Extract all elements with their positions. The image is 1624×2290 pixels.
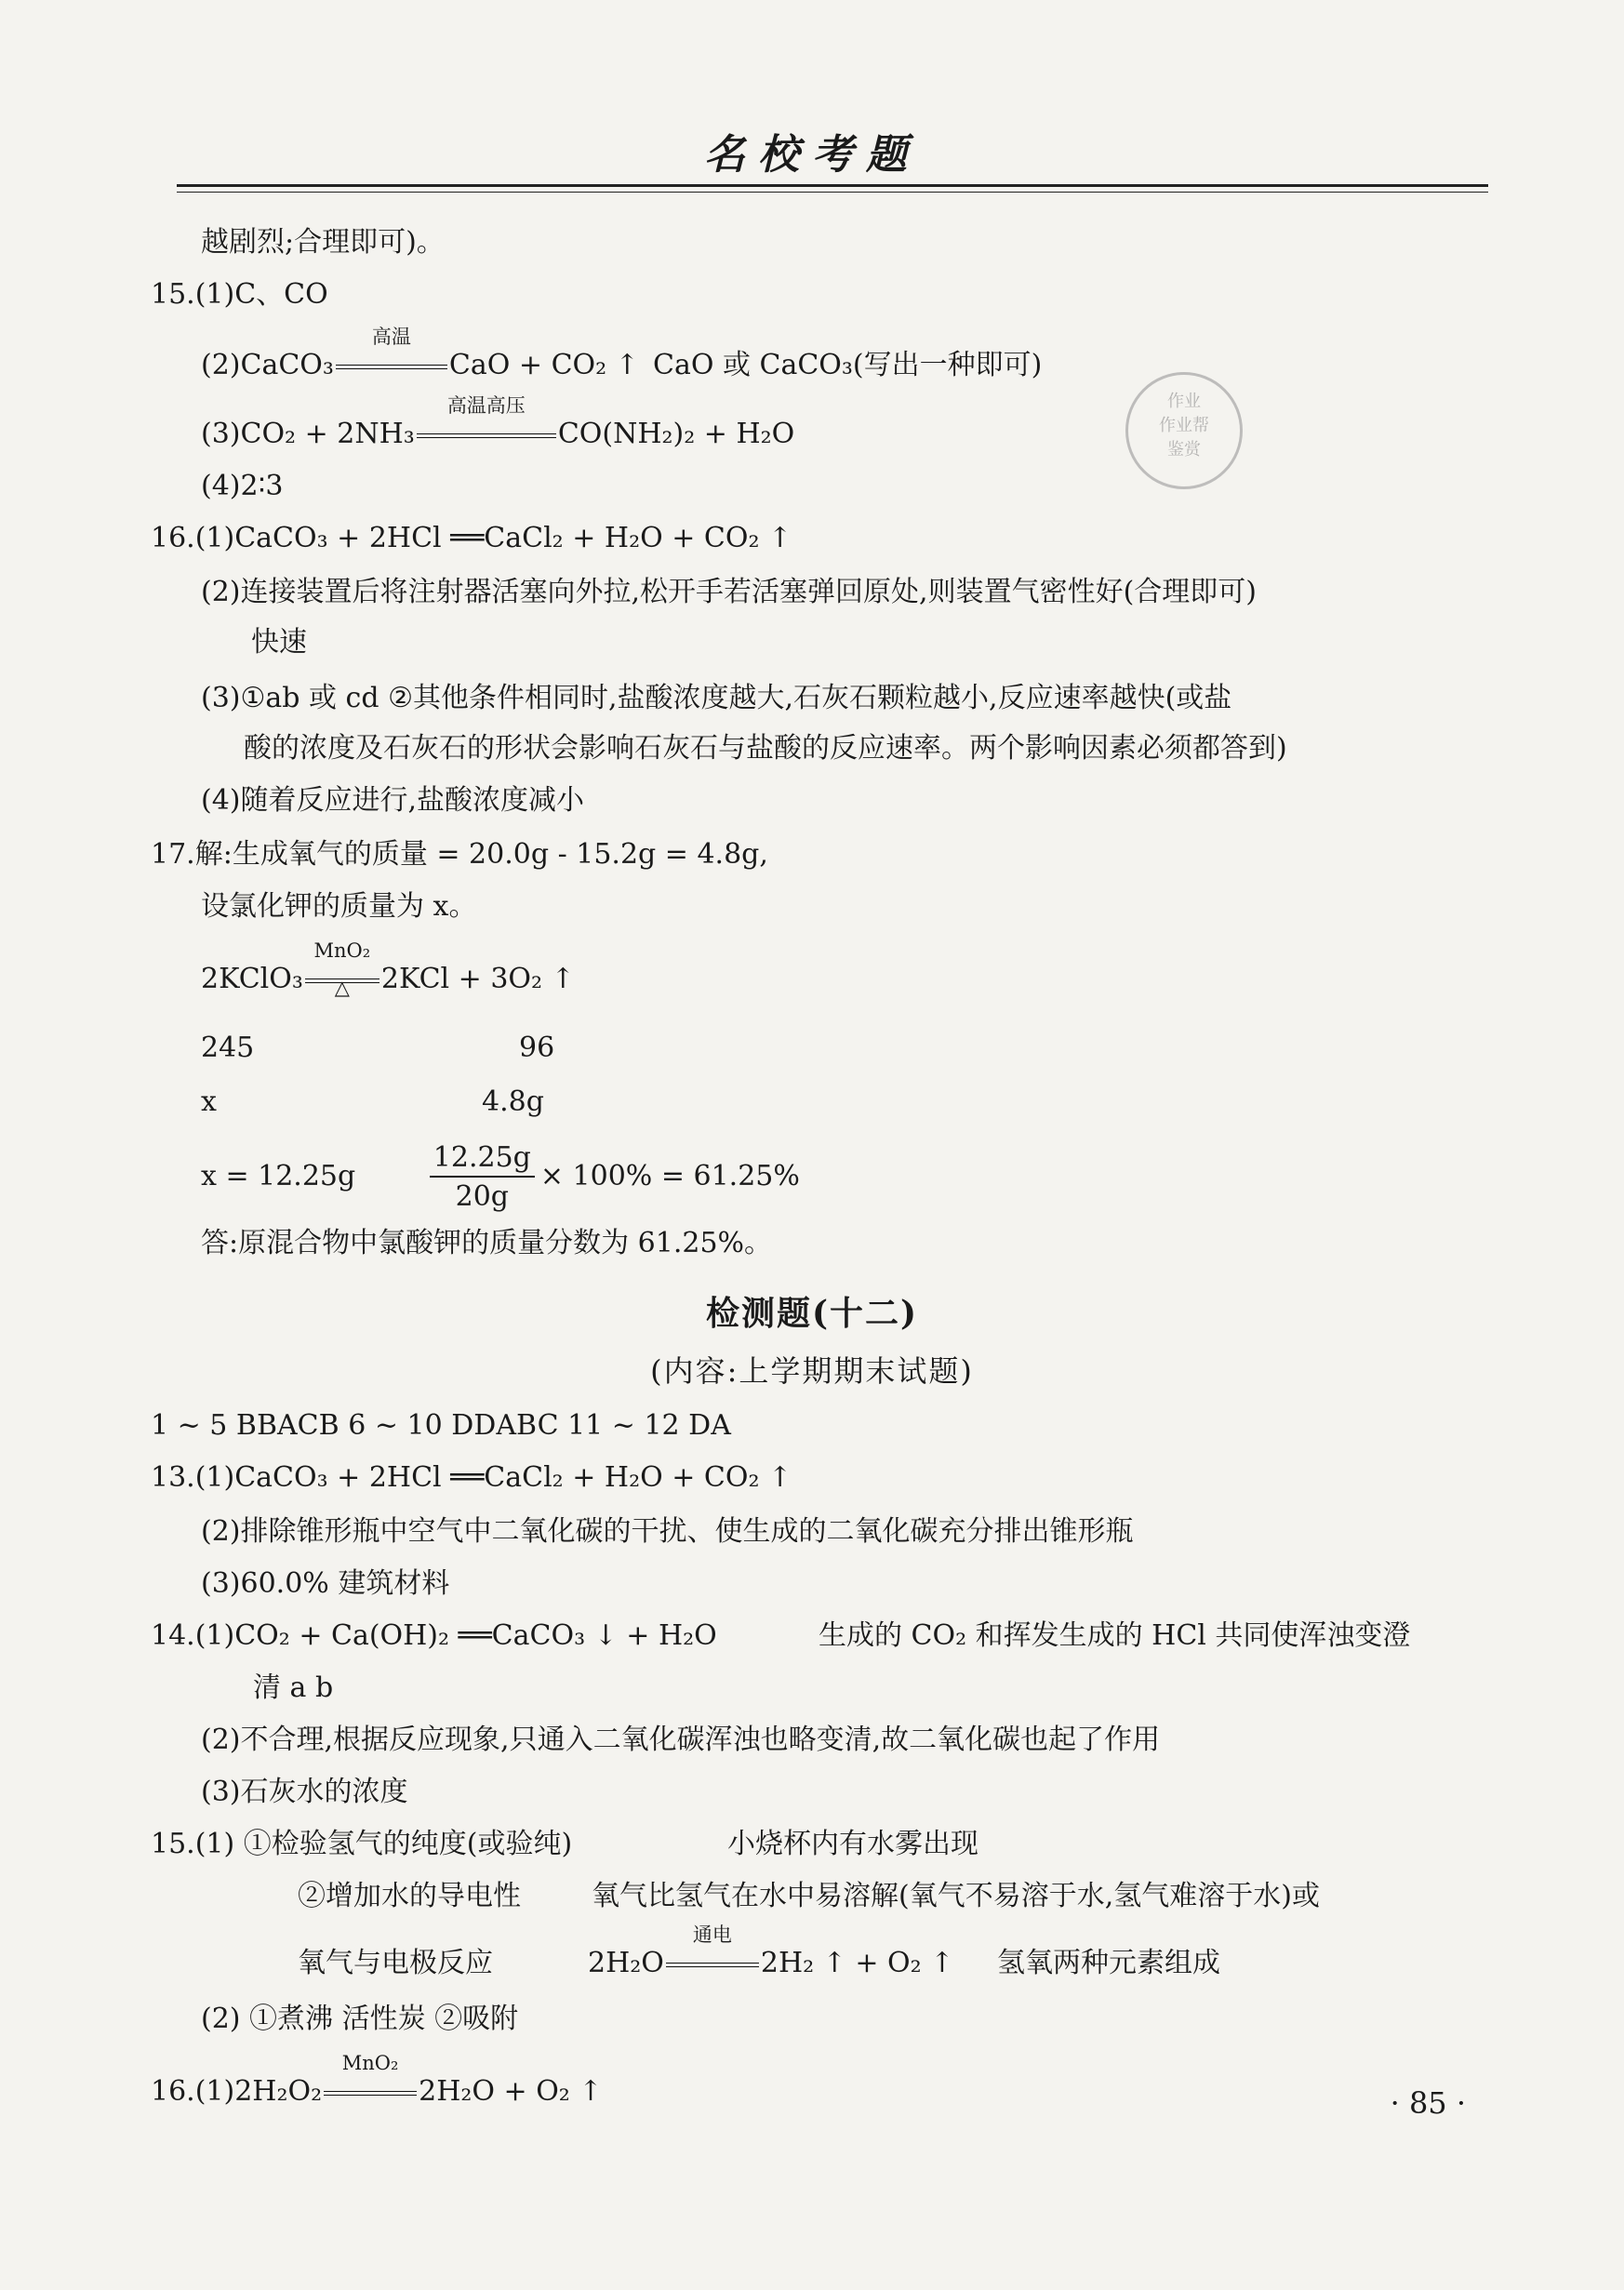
text-line: (2)连接装置后将注射器活塞向外拉,松开手若活塞弹回原处,则装置气密性好(合理即可) <box>201 576 1257 608</box>
question-15: 15.(1)C、CO <box>151 278 328 311</box>
text-line: 生成的 CO₂ 和挥发生成的 HCl 共同使浑浊变澄 <box>819 1619 1411 1652</box>
question-16: 16.(1)CaCO₃ + 2HCl ══CaCl₂ + H₂O + CO₂ ↑ <box>151 522 792 554</box>
text-line: x <box>201 1085 217 1118</box>
reaction-condition: MnO₂ △ <box>305 965 379 993</box>
header-title: 名校考题 <box>704 131 920 179</box>
text-line: 245 <box>201 1032 255 1064</box>
watermark-stamp: 作业 作业帮 鉴赏 <box>1125 372 1243 489</box>
reaction-condition: 高温 <box>336 352 447 379</box>
multiple-choice-answers: 1 ~ 5 BBACB 6 ~ 10 DDABC 11 ~ 12 DA <box>151 1409 731 1442</box>
section-title: 检测题(十二) <box>705 1294 919 1333</box>
text-line: CaO 或 CaCO₃(写出一种即可) <box>653 349 1043 381</box>
question-13: 13.(1)CaCO₃ + 2HCl ══CaCl₂ + H₂O + CO₂ ↑ <box>151 1461 792 1494</box>
text-line: (2)排除锥形瓶中空气中二氧化碳的干扰、使生成的二氧化碳充分排出锥形瓶 <box>201 1515 1134 1548</box>
text-line: 4.8g <box>482 1085 544 1118</box>
calculation-line: x = 12.25g $\frac{12.25g}{20g}$ × 100% = 61.25% <box>201 1141 800 1213</box>
text-line: 快速 <box>251 626 307 659</box>
text-line: (3)①ab 或 cd ②其他条件相同时,盐酸浓度越大,石灰石颗粒越小,反应速率越快(或盐 <box>201 682 1232 714</box>
text-line: (2)不合理,根据反应现象,只通入二氧化碳浑浊也略变清,故二氧化碳也起了作用 <box>201 1724 1161 1756</box>
reaction-condition: MnO₂ <box>324 2078 417 2106</box>
equation-line: (3)CO₂ + 2NH₃ 高温高压 CO(NH₂)₂ + H₂O <box>201 394 795 450</box>
text-line: ②增加水的导电性 <box>298 1880 521 1912</box>
text-line: 答:原混合物中氯酸钾的质量分数为 61.25%。 <box>201 1227 773 1259</box>
text-line: 酸的浓度及石灰石的形状会影响石灰石与盐酸的反应速率。两个影响因素必须都答到) <box>244 732 1287 765</box>
equation-line: (2)CaCO₃ 高温 CaO + CO₂ ↑ <box>201 326 639 381</box>
text-line: 清 a b <box>253 1671 334 1704</box>
text-line: (2) ①煮沸 活性炭 ②吸附 <box>201 2003 519 2035</box>
text-line: 96 <box>519 1032 555 1064</box>
text-line: 设氯化钾的质量为 x。 <box>201 890 477 923</box>
fraction: $\frac{12.25g}{20g}$ <box>430 1144 535 1211</box>
page-number: · 85 · <box>1390 2085 1466 2121</box>
section-subtitle: (内容:上学期期末试题) <box>650 1353 974 1389</box>
text-line: 氧气比氢气在水中易溶解(氧气不易溶于水,氢气难溶于水)或 <box>592 1880 1320 1912</box>
question-17: 17.解:生成氧气的质量 = 20.0g - 15.2g = 4.8g, <box>151 838 768 871</box>
text-line: 越剧烈;合理即可)。 <box>201 226 445 259</box>
text-line: (4)随着反应进行,盐酸浓度减小 <box>201 784 585 817</box>
text-line: 氧气与电极反应 <box>298 1947 493 1979</box>
text-line: (3)60.0% 建筑材料 <box>201 1567 450 1600</box>
header-rule-thin <box>177 192 1488 193</box>
equation-line: 2H₂O 通电 2H₂ ↑ + O₂ ↑ <box>588 1924 954 1979</box>
text-line: (4)2∶3 <box>201 470 284 502</box>
header-rule-thick <box>177 184 1488 187</box>
reaction-condition: 高温高压 <box>417 420 556 448</box>
question-14: 14.(1)CO₂ + Ca(OH)₂ ══CaCO₃ ↓ + H₂O <box>151 1619 717 1652</box>
equation-line: 2KClO₃ MnO₂ △ 2KCl + 3O₂ ↑ <box>201 939 575 999</box>
question-15: 15.(1) ①检验氢气的纯度(或验纯) <box>151 1828 573 1860</box>
question-16: 16.(1)2H₂O₂ MnO₂ 2H₂O + O₂ ↑ <box>151 2052 603 2108</box>
text-line: (3)石灰水的浓度 <box>201 1776 408 1808</box>
text-line: 小烧杯内有水雾出现 <box>727 1828 978 1860</box>
reaction-condition: 通电 <box>666 1950 759 1977</box>
text-line: 氢氧两种元素组成 <box>997 1947 1220 1979</box>
